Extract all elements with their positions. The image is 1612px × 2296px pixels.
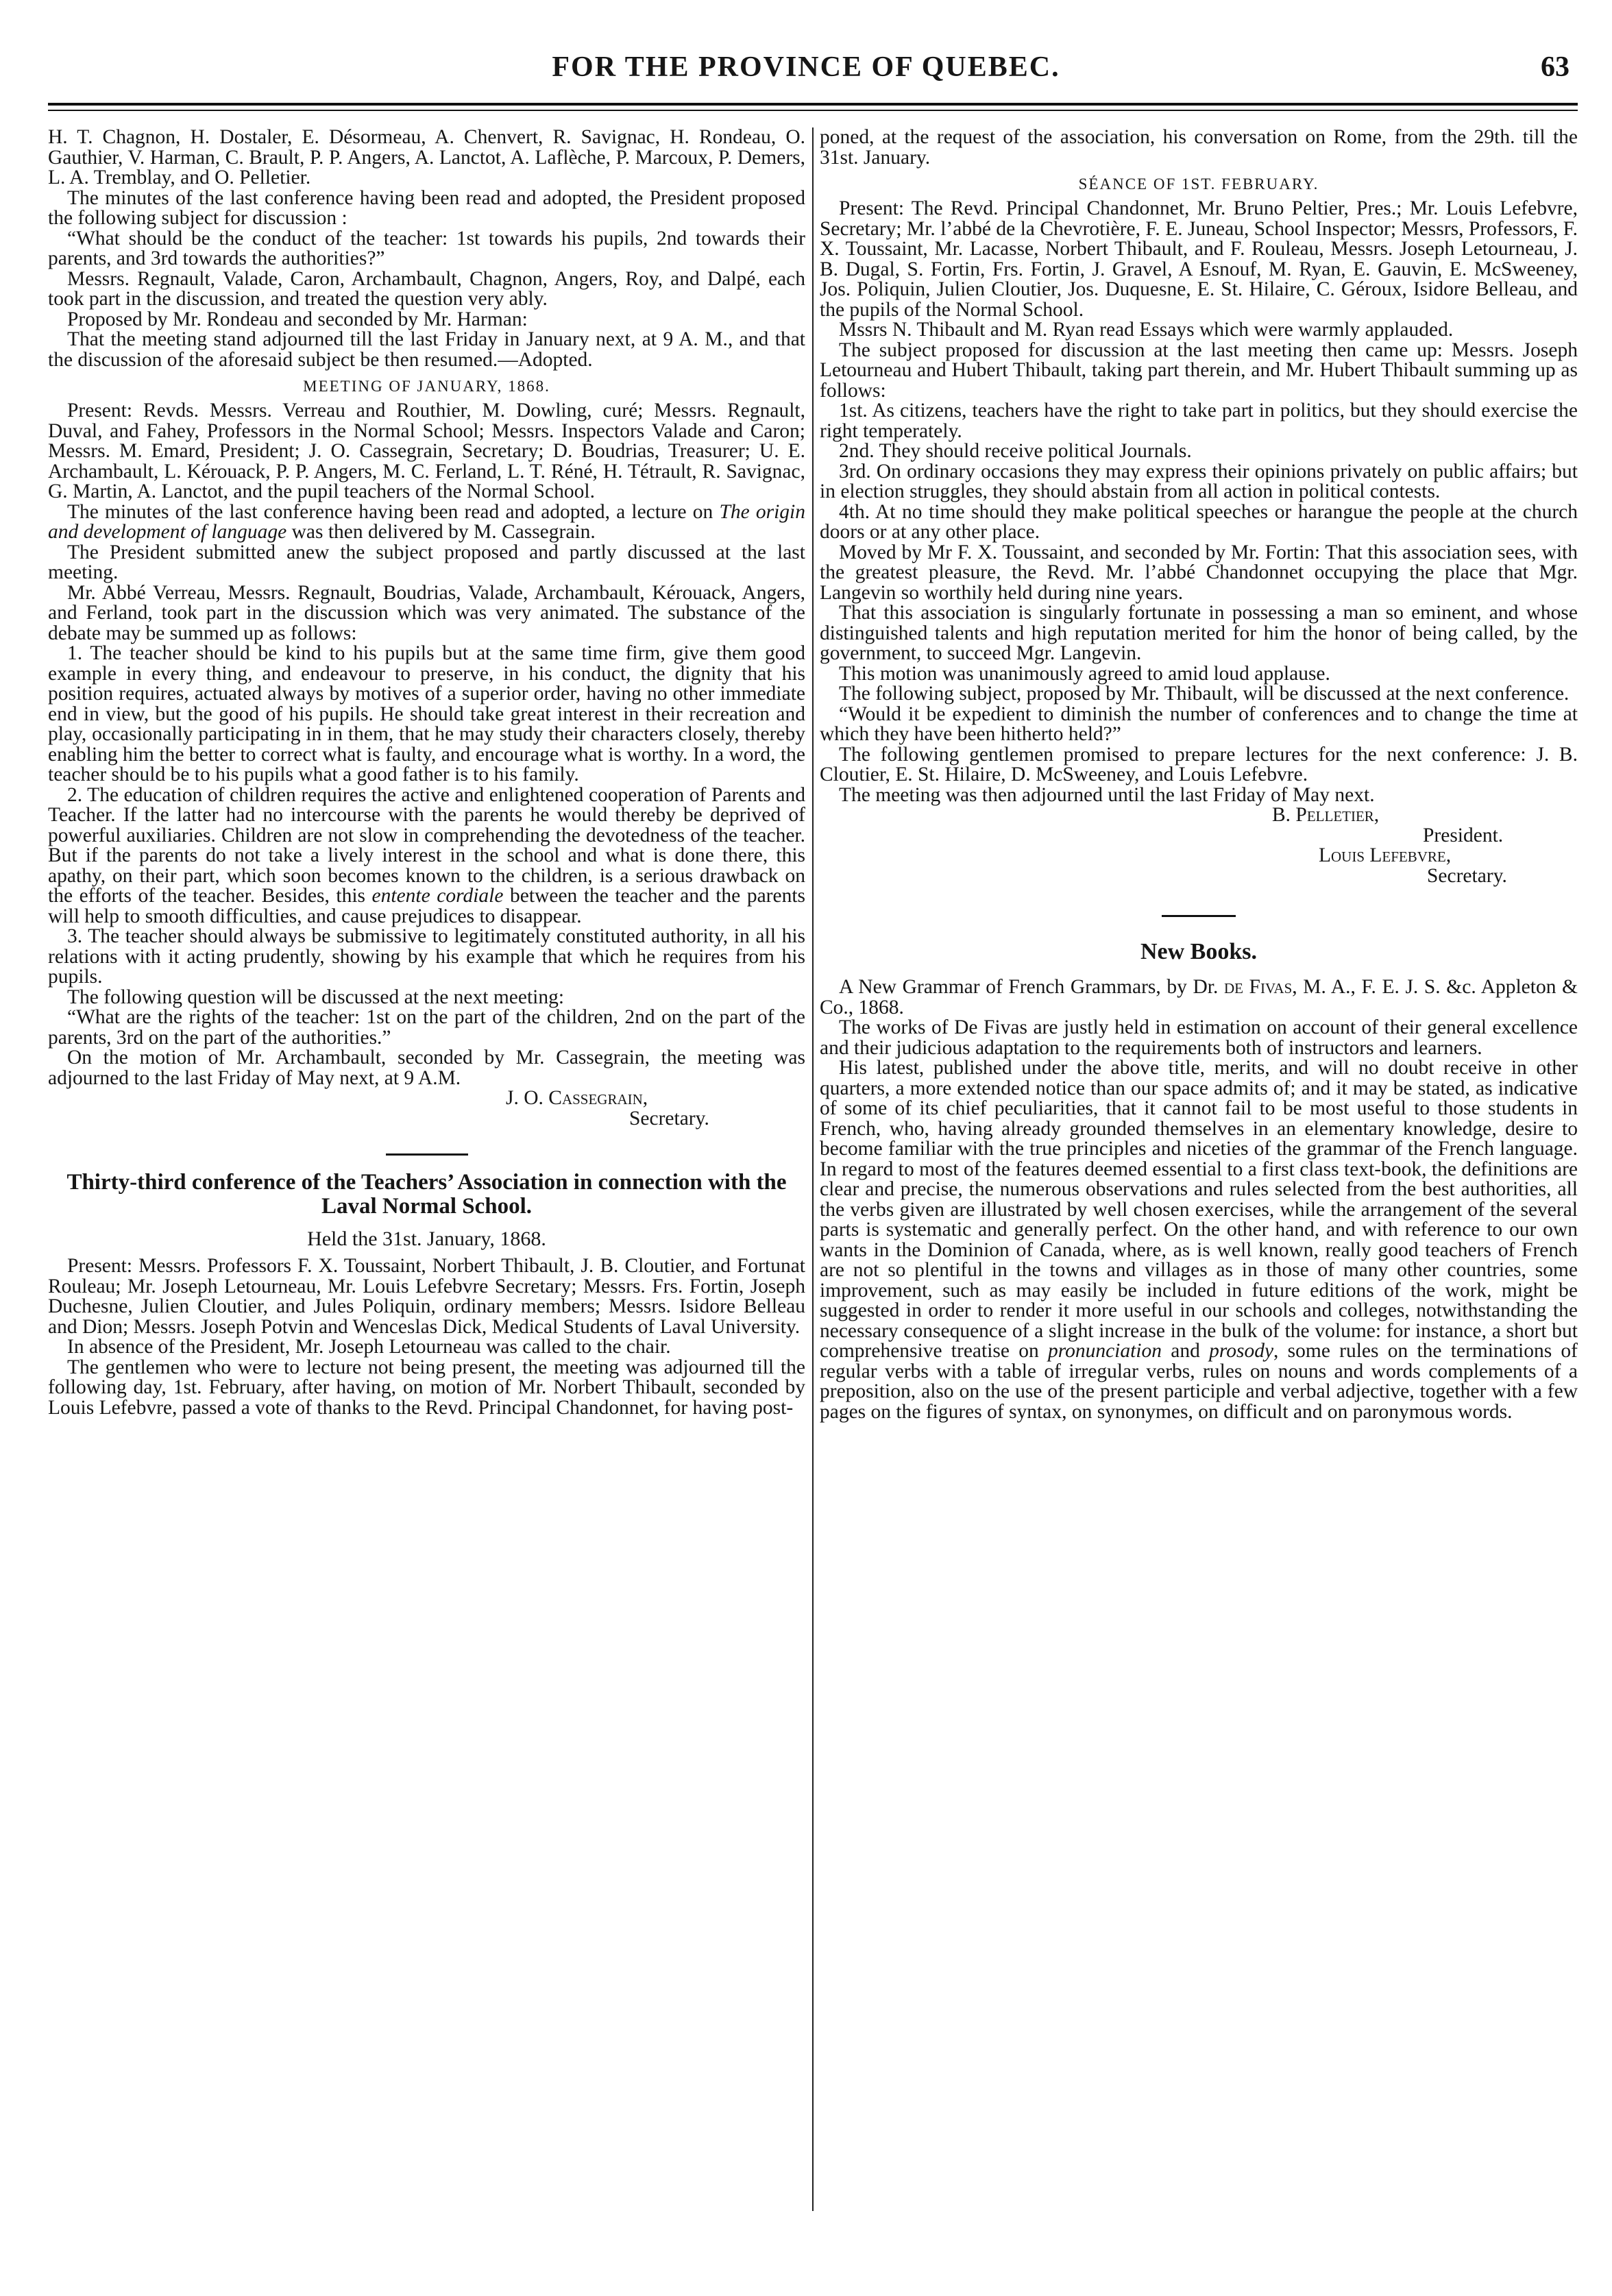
paragraph [48,785,805,927]
paragraph: The minutes of the last conference having been read and adopted, the President proposed the following subject for discussion : [48,186,805,229]
paragraph: poned, at the request of the association, his conversation on Rome, from the 29th. till the 31st. January. [820,127,1578,169]
text-run: between the teacher and the parents will help to smooth difficulties, and cause prejudices to disappear. [48,885,805,927]
signature-role: Secretary. [1427,864,1507,887]
paragraph: On the motion of Mr. Archambault, seconded by Mr. Cassegrain, the meeting was adjourned to the last Friday of May next, at 9 A.M. [48,1047,805,1089]
paragraph: 3rd. On ordinary occasions they may express their opinions privately on public affairs; but in election struggles, they should abstain from all action in political contests. [820,460,1578,502]
paragraph: That this association is singularly fortunate in possessing a man so eminent, and whose distinguished talents and high reputation merited for him the honor of being called, by the government, to succeed Mgr. Langevin. [820,602,1578,664]
paragraph: Moved by Mr F. X. Toussaint, and seconded by Mr. Fortin: That this association sees, with the greatest pleasure, the Revd. Mr. l’abbé Chandonnet occupying the place that Mgr. Langevin so worthily held during nine years. [820,541,1578,604]
paragraph: The works of De Fivas are justly held in estimation on account of their general excellence and their judicious adaptation to the requirements both of instructors and learners. [820,1016,1578,1059]
paragraph: 4th. At no time should they make political speeches or harangue the people at the church doors or at any other place. [820,500,1578,543]
section-rule [1162,915,1236,917]
text-run: The minutes of the last conference having been read and adopted, a lecture on [67,500,713,523]
signature-name: B. Pelletier, [1272,804,1380,826]
text-run: A New Grammar of French Grammars, by Dr. [839,976,1219,998]
text-run: His latest, published under the above title, merits, and will no doubt receive in other quarters, a more extended notice than our space admits of; and it may be stated, as indicative of some of its chief peculiarities, that it cannot fail to be most useful to those students in French, who, having already grounded themselves in an elementary knowledge, desire to become familiar with the true principles and niceties of the grammar of the French language. In regard to most of the features deemed essential to a first class text-book, the definitions are clear and precise, the numerous observations and rules selected from the best authorities, all the verbs given are illustrated by well chosen exercises, while the arrangement of the several parts is systematic and generally perfect. On the other hand, and with reference to our own wants in the Dominion of Canada, where, as is well known, really good teachers of French are not so plentiful in the towns and villages as in those of many other countries, some improvement, such as may easily be included in future editions of the work, might be suggested in order to render it more useful in our schools and colleges, notwithstanding the necessary consequence of a slight increase in the bulk of the volume: for instance, a short but comprehensive treatise on [820,1057,1578,1362]
quoted-question: “What are the rights of the teacher: 1st on the part of the children, 2nd on the part of the parents, 3rd on the part of the authorities.” [48,1006,805,1049]
paragraph: 1. The teacher should be kind to his pupils but at the same time firm, give them good example in every thing, and endeavour to preserve, in his conduct, the dignity that his position requires, actuated always by motives of a superior order, having no other immediate end in view, but the good of his pupils. He should take great interest in their recreation and play, occasionally participating in in them, that he may study their characters closely, thereby enabling him the better to correct what is faulty, and encourage what is worthy. In a word, the teacher should be to his pupils what a good father is to his family. [48,642,805,785]
quoted-question: “What should be the conduct of the teacher: 1st towards his pupils, 2nd towards their parents, and 3rd towards the authorities?” [48,227,805,269]
section-rule [386,1153,468,1156]
paragraph: The subject proposed for discussion at the last meeting then came up: Messrs. Joseph Letourneau and Hubert Thibault, taking part therein, and Mr. Hubert Thibault summing up as follows: [820,339,1578,402]
text-run: , some rules on the terminations of regular verbs with a table of irregular verbs, rules on nouns and words complements of a preposition, also on the use of the present participle and verbal adjective, together with a few pages on the figures of syntax, on synonymes, on difficult and on paronymous words. [820,1340,1578,1423]
conference-heading: Thirty-third conference of the Teachers’ Association in connection with the Laval Normal School. [66,1170,787,1219]
text-run: and [1171,1340,1200,1362]
right-column [820,127,1578,2211]
signature-name: J. O. Cassegrain, [506,1087,648,1109]
text-run: , M. A., F. E. J. S. &c. Appleton & Co., 1868. [820,976,1578,1018]
paragraph: The President submitted anew the subject proposed and partly discussed at the last meeting. [48,541,805,583]
paragraph [820,1058,1578,1422]
paragraph: The following gentlemen promised to prepare lectures for the next conference: J. B. Cloutier, E. St. Hilaire, D. McSweeney, and Louis Lefebvre. [820,743,1578,785]
paragraph: This motion was unanimously agreed to amid loud applause. [839,662,1330,685]
paragraph: 1st. As citizens, teachers have the right to take part in politics, but they should exercise the right temperately. [820,400,1578,442]
quoted-question: “Would it be expedient to diminish the number of conferences and to change the time at which they have been hitherto held?” [820,703,1578,745]
paragraph: Messrs. Regnault, Valade, Caron, Archambault, Chagnon, Angers, Roy, and Dalpé, each took part in the discussion, and treated the question very ably. [48,267,805,310]
new-books-heading: New Books. [1140,939,1258,964]
column-divider [812,127,814,2211]
lecture-title: The origin and development of language [48,500,805,543]
italic-phrase: entente cordiale [371,885,504,907]
header-rule-thick [48,103,1578,106]
seance-title: SÉANCE OF 1ST. FEBRUARY. [1078,175,1319,193]
italic-term: prosody [1209,1340,1274,1362]
paragraph: 2nd. They should receive political Journals. [839,440,1192,462]
text-run: 2. The education of children requires the active and enlightened cooperation of Parents and Teacher. If the latter had no intercourse with the parents he would thereby be deprived of powerful auxiliaries. Children are not slow in comprehending the devotedness of the teacher. But if the parents do not take a lively interest in the school and what is done there, this apathy, on their part, which soon becomes known to the children, is a serious drawback on the efforts of the teacher. Besides, this [48,783,805,907]
meeting-title: MEETING OF JANUARY, 1868. [303,378,550,395]
author-name: de Fivas [1223,976,1293,998]
signature-role: President. [1423,824,1504,846]
members-list: H. T. Chagnon, H. Dostaler, E. Désormeau, A. Chenvert, R. Savignac, H. Rondeau, O. Gauthier, V. Harman, C. Brault, P. P. Angers, A. Lanctot, A. Laflèche, P. Marcoux, P. Demers, L. A. Tremblay, and O. Pelletier. [48,127,805,188]
header-rule-thin [48,110,1578,111]
paragraph: Present: Revds. Messrs. Verreau and Routhier, M. Dowling, curé; Messrs. Regnault, Duval, and Fahey, Professors in the Normal School; Messrs. Inspectors Valade and Caron; Messrs. M. Emard, President; J. O. Cassegrain, Secretary; D. Boudrias, Treasurer; U. E. Archambault, L. Kérouack, P. P. Angers, M. C. Ferland, L. T. Réné, H. Tétrault, R. Savignac, G. Martin, A. Lanctot, and the pupil teachers of the Normal School. [48,400,805,502]
running-title: FOR THE PROVINCE OF QUEBEC. [552,51,1060,83]
left-column [48,127,805,2211]
italic-term: pronunciation [1047,1340,1162,1362]
paragraph: Proposed by Mr. Rondeau and seconded by Mr. Harman: [67,308,528,330]
paragraph: Present: The Revd. Principal Chandonnet, Mr. Bruno Peltier, Pres.; Mr. Louis Lefebvre, Secretary; Mr. l’abbé de la Chevrotière, F. E. Juneau, School Inspector; Messrs, Professors, F. X. Toussaint, Mr. Lacasse, Norbert Thibault, and F. Rouleau, Messrs. Joseph Letourneau, J. B. Dugal, S. Fortin, Frs. Fortin, J. Gravel, A Esnouf, M. Ryan, E. Gauvin, E. McSweeney, Jos. Poliquin, Julien Cloutier, Jos. Duquesne, E. St. Hilaire, C. Géroux, Isidore Belleau, and the pupils of the Normal School. [820,197,1578,321]
paragraph [48,502,805,543]
signature-role: Secretary. [629,1107,709,1129]
conference-date: Held the 31st. January, 1868. [307,1228,546,1251]
book-citation [820,977,1578,1018]
signature-name: Louis Lefebvre, [1319,844,1452,866]
paragraph: The gentlemen who were to lecture not being present, the meeting was adjourned till the following day, 1st. February, after having, on motion of Mr. Norbert Thibault, seconded by Louis Lefebvre, passed a vote of thanks to the Revd. Principal Chandonnet, for having post- [48,1356,805,1419]
paragraph: Present: Messrs. Professors F. X. Toussaint, Norbert Thibault, J. B. Cloutier, and Fortunat Rouleau; Mr. Joseph Letourneau, Mr. Louis Lefebvre Secretary; Messrs. Frs. Fortin, Joseph Duchesne, Julien Cloutier, and Jules Poliquin, ordinary members; Messrs. Isidore Belleau and Dion; Messrs. Joseph Potvin and Wenceslas Dick, Medical Students of Laval University. [48,1255,805,1338]
paragraph: The meeting was then adjourned until the last Friday of May next. [839,783,1375,806]
paragraph: The following question will be discussed at the next meeting: [67,986,565,1008]
paragraph: 3. The teacher should always be submissive to legitimately constituted authority, in all his relations with it acting prudently, showing by his example that which he requires from his pupils. [48,925,805,988]
page-number: 63 [1541,51,1570,83]
paragraph: That the meeting stand adjourned till the last Friday in January next, at 9 A. M., and that the discussion of the aforesaid subject be then resumed.—Adopted. [48,328,805,371]
paragraph: Mssrs N. Thibault and M. Ryan read Essays which were warmly applauded. [839,319,1454,341]
paragraph: The following subject, proposed by Mr. Thibault, will be discussed at the next conference. [839,683,1570,705]
text-run: was then delivered by M. Cassegrain. [291,521,596,543]
paragraph: In absence of the President, Mr. Joseph Letourneau was called to the chair. [67,1336,671,1358]
paragraph: Mr. Abbé Verreau, Messrs. Regnault, Boudrias, Valade, Archambault, Kérouack, Angers, and Ferland, took part in the discussion which was very animated. The substance of the debate may be summed up as follows: [48,581,805,644]
